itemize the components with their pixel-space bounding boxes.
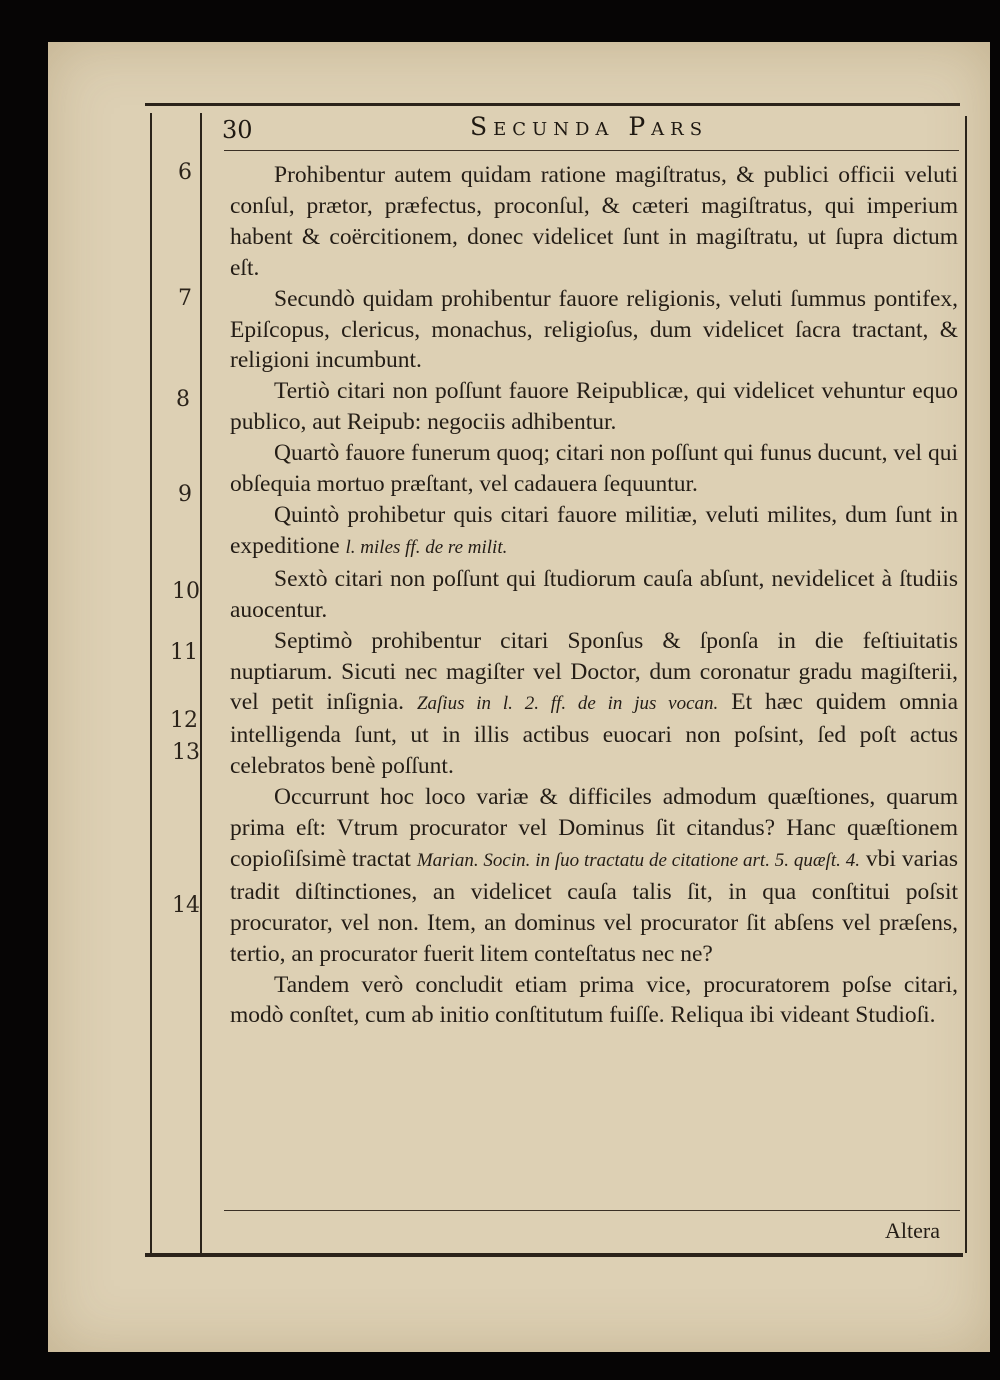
margin-number-12: 12 (170, 708, 198, 733)
frame-rule-bottom (145, 1253, 963, 1257)
paragraph-3-text: Tertiò citari non poſſunt fauore Reipublicæ, qui videlicet vehuntur equo publico, aut Reipub: negociis adhibentur. (230, 378, 958, 436)
margin-number-9: 9 (178, 482, 192, 507)
paragraph-2 (230, 284, 958, 377)
frame-rule-left-inner (200, 113, 202, 1253)
header-rule (224, 150, 959, 151)
legal-citation: l. miles ff. de re milit. (345, 536, 508, 558)
paragraph-6-text: Sextò citari non poſſunt qui ſtudiorum cauſa abſunt, nevidelicet à ſtudiis auocentur. (230, 565, 958, 623)
margin-number-11: 11 (170, 640, 198, 665)
paragraph-6 (230, 564, 958, 626)
paragraph-7 (230, 626, 958, 783)
margin-number-10: 10 (172, 579, 200, 604)
paragraph-4 (230, 438, 958, 500)
margin-number-7: 7 (178, 286, 192, 311)
margin-number-8: 8 (176, 387, 190, 412)
frame-rule-left-outer (150, 113, 152, 1253)
paragraph-2-text: Secundò quidam prohibentur fauore religionis, veluti ſummus pontifex, Epiſcopus, clericus, monachus, religioſus, dum videlicet ſacra tractant, & religioni incumbunt. (230, 285, 958, 374)
running-title: Secunda Pars (470, 112, 709, 141)
frame-rule-right (965, 116, 967, 1253)
footer-rule (224, 1210, 960, 1211)
paragraph-8-text: Occurrunt hoc loco variæ & difficiles admodum quæſtiones, quarum prima eſt: Vtrum procurator vel Dominus ſit citandus? Hanc quæſtionem copioſiſsimè tractat (230, 784, 958, 872)
paragraph-9-text: Tandem verò concludit etiam prima vice, procuratorem poſse citari, modò conſtet, cum ab initio conſtitutum fuiſſe. Reliqua ibi videant Studioſi. (230, 971, 958, 1029)
paragraph-5 (230, 500, 958, 564)
paragraph-8-tail: vbi varias tradit diſtinctiones, an videlicet cauſa talis ſit, in qua conſtitui poſsit procurator, vel non. Item, an dominus vel procurator ſit abſens vel præſens, tertio, an procurator fuerit litem conteſtatus nec ne? (230, 845, 959, 967)
paragraph-1-text: Prohibentur autem quidam ratione magiſtratus, & publici officii veluti conſul, prætor, præfectus, proconſul, & cæteri magiſtratus, qui imperium habent & coërcitionem, donec videlicet ſunt in magiſtratu, ut ſupra dictum eſt. (230, 162, 958, 281)
margin-number-13: 13 (172, 740, 200, 765)
catchword: Altera (885, 1218, 940, 1243)
margin-number-14: 14 (172, 893, 200, 918)
body-text (230, 160, 958, 1031)
legal-citation: Marian. Socin. in ſuo tractatu de citatione art. 5. quæſt. 4. (416, 849, 860, 871)
page-number: 30 (222, 116, 253, 144)
paragraph-1 (230, 160, 958, 284)
paragraph-3 (230, 376, 958, 438)
paragraph-5-text: Quintò prohibetur quis citari fauore militiæ, veluti milites, dum ſunt in expeditione (230, 501, 958, 559)
paragraph-9 (230, 970, 958, 1032)
frame-rule-top (145, 103, 960, 106)
legal-citation: Zaſius in l. 2. ff. de in jus vocan. (416, 693, 719, 715)
margin-number-6: 6 (178, 160, 192, 185)
paragraph-4-text: Quartò fauore funerum quoq; citari non poſſunt qui funus ducunt, vel qui obſequia mortuo præſtant, vel cadauera ſequuntur. (230, 440, 958, 498)
paragraph-7-text: Septimò prohibentur citari Sponſus & ſponſa in die feſtiuitatis nuptiarum. Sicuti nec magiſter vel Doctor, dum coronatur gradu magiſterii, vel petit inſignia. (230, 627, 958, 716)
paragraph-8 (230, 782, 958, 969)
paragraph-7-tail: Et hæc quidem omnia intelligenda ſunt, ut in illis actibus euocari non poſsint, ſed poſt actus celebratos benè poſſunt. (230, 689, 958, 780)
